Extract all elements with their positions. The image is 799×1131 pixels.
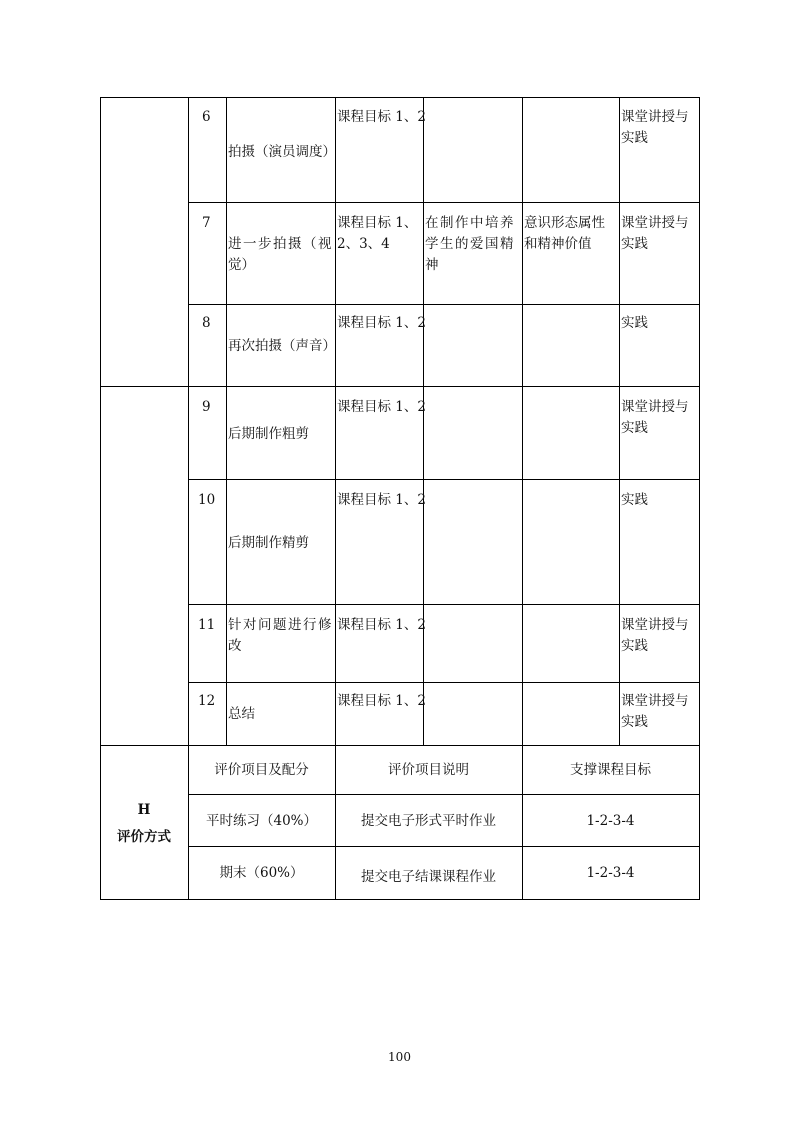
section-title: 评价方式 (117, 829, 171, 845)
session-goal: 课程目标 1、2 (337, 693, 426, 709)
ideology-content: 学生的爱国精 (425, 236, 515, 252)
session-goal: 2、3、4 (337, 236, 390, 252)
session-number: 6 (202, 109, 211, 125)
eval-header-desc: 评价项目说明 (388, 762, 469, 778)
session-number: 7 (202, 215, 211, 231)
session-method: 实践 (621, 714, 648, 730)
session-method: 实践 (621, 130, 648, 146)
session-method: 课堂讲授与 (621, 693, 689, 709)
session-number: 12 (198, 693, 216, 709)
eval-desc: 提交电子结课课程作业 (361, 869, 496, 885)
session-content: 进一步拍摄（视 (228, 236, 333, 252)
session-number: 8 (202, 315, 211, 331)
ideology-content: 神 (425, 257, 439, 273)
eval-header-goals: 支撑课程目标 (570, 762, 651, 778)
session-method: 课堂讲授与 (621, 617, 689, 633)
eval-item: 期末（60%） (219, 865, 304, 881)
session-content: 觉） (228, 257, 255, 273)
session-method: 实践 (621, 236, 648, 252)
eval-desc: 提交电子形式平时作业 (361, 813, 496, 829)
session-content: 再次拍摄（声音） (228, 338, 336, 354)
eval-item: 平时练习（40%） (205, 813, 317, 829)
session-method: 课堂讲授与 (621, 399, 689, 415)
session-method: 课堂讲授与 (621, 109, 689, 125)
session-goal: 课程目标 1、2 (337, 109, 426, 125)
session-goal: 课程目标 1、2 (337, 492, 426, 508)
session-method: 实践 (621, 492, 648, 508)
session-goal: 课程目标 1、2 (337, 617, 426, 633)
eval-header-item: 评价项目及配分 (214, 762, 309, 778)
session-content: 总结 (228, 706, 255, 722)
eval-goals: 1-2-3-4 (586, 865, 635, 881)
eval-goals: 1-2-3-4 (586, 813, 635, 829)
session-content: 改 (228, 638, 242, 654)
ideology-element: 和精神价值 (524, 236, 592, 252)
session-number: 9 (202, 399, 211, 415)
session-method: 课堂讲授与 (621, 215, 689, 231)
session-method: 实践 (621, 315, 648, 331)
session-content: 后期制作精剪 (228, 535, 309, 551)
ideology-element: 意识形态属性 (524, 215, 605, 231)
session-method: 实践 (621, 420, 648, 436)
session-content: 拍摄（演员调度） (228, 144, 336, 160)
session-number: 11 (198, 617, 216, 633)
session-goal: 课程目标 1、 (337, 215, 418, 231)
session-number: 10 (198, 492, 216, 508)
session-content: 后期制作粗剪 (228, 426, 309, 442)
session-content: 针对问题进行修 (228, 617, 333, 633)
ideology-content: 在制作中培养 (425, 215, 515, 231)
session-method: 实践 (621, 638, 648, 654)
session-goal: 课程目标 1、2 (337, 315, 426, 331)
section-letter: H (137, 802, 151, 818)
page-number: 100 (388, 1050, 411, 1064)
session-goal: 课程目标 1、2 (337, 399, 426, 415)
